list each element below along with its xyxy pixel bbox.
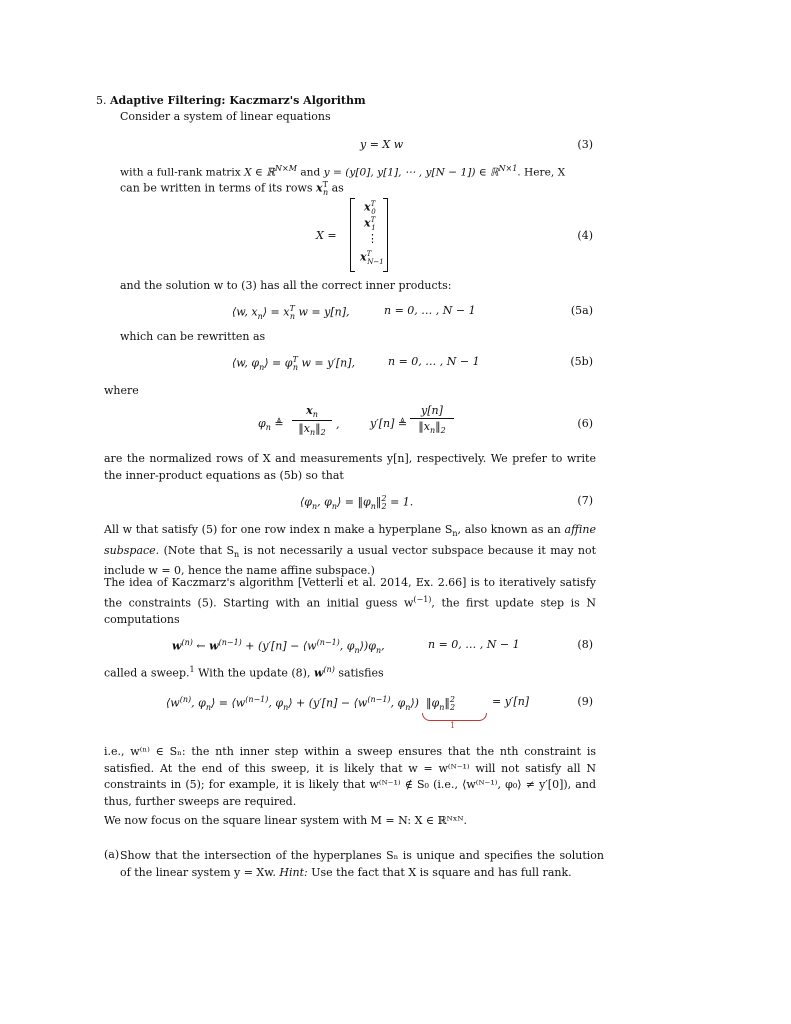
rewritten-text: which can be rewritten as: [120, 330, 266, 343]
equation-4-lhs: X =: [316, 229, 337, 242]
fullrank-line-2: can be written in terms of its rows $x^T_n$ as: [120, 180, 344, 197]
square-paragraph: We now focus on the square linear system with M = N: X ∈ ℝᴺˣᴺ.: [104, 814, 467, 827]
part-a-label: (a): [104, 848, 120, 861]
equation-8-range: n = 0, … , N − 1: [428, 638, 520, 651]
equation-5a-range: n = 0, … , N − 1: [384, 304, 476, 317]
underbrace-label: 1: [450, 721, 456, 730]
equation-4-number: (4): [577, 229, 593, 242]
sweep-text: called a sweep.$^1$ With the update (8), $w^{(n)}$ satisfies: [104, 665, 384, 680]
idea-paragraph: The idea of Kaczmarz's algorithm [Vetterli et al. 2014, Ex. 2.66] is to iteratively satisfy the constraints (5). Starting with an initial guess $w^{(-1)}$, the first update step is N computations: [104, 576, 596, 626]
matrix-x: [350, 198, 388, 270]
equation-5b-range: n = 0, … , N − 1: [388, 355, 480, 368]
text-span: as: [331, 181, 344, 195]
matrix-row-1: $x^T_1$: [364, 216, 376, 232]
equation-7-number: (7): [577, 494, 593, 507]
equation-9-number: (9): [577, 695, 593, 708]
equation-5a-number: (5a): [570, 304, 593, 317]
matrix-row-0: $x^T_0$: [364, 200, 376, 216]
math-span: x: [316, 181, 323, 195]
underbrace: [422, 713, 487, 721]
text-span: with a full-rank matrix: [120, 166, 241, 179]
equation-7: $⟨\varphi_n$, $\varphi_n⟩$ = $‖\varphi_n‖^2_2 = 1$.: [300, 494, 414, 511]
math-span: X ∈ ℝ: [244, 166, 276, 179]
equation-6-phi: $\varphi_n$ ≜: [258, 417, 284, 433]
equation-5b: ⟨w, $\varphi_n⟩ = \varphi^T_n$ w = y′[n],: [232, 355, 355, 372]
equation-9: $⟨w^{(n)}$, $\varphi_n⟩$ = $⟨w^{(n-1)}$, $\varphi_n⟩ + (y'[n]$ − $⟨w^{(n-1)}$, $\varphi_n⟩$): [166, 695, 419, 712]
problem-heading: [96, 94, 366, 107]
math-sup: N×1: [498, 164, 518, 173]
equation-6-y: y′[n] ≜: [370, 417, 408, 430]
hyperplane-paragraph: All w that satisfy (5) for one row index n make a hyperplane $S_n$, also known as an affine subspace. (Note that $S_n$ is not necessarily a usual vector subspace because it may not include w = 0, hence the name affine subspace.): [104, 523, 597, 578]
equation-5b-number: (5b): [570, 355, 593, 368]
intro-text: Consider a system of linear equations: [120, 110, 331, 123]
fullrank-line-1: [120, 164, 565, 179]
problem-title: Adaptive Filtering: Kaczmarz's Algorithm: [110, 94, 366, 107]
equation-3: y = X w: [360, 138, 404, 151]
equation-6-number: (6): [577, 417, 593, 430]
where-text: where: [104, 384, 139, 397]
matrix-row-last: $x^T_{N-1}$: [360, 250, 384, 266]
problem-number: 5.: [96, 94, 107, 107]
math-span: y = (y[0], y[1], ⋯ , y[N − 1]) ∈ ℝ: [323, 166, 499, 179]
fraction-y: $\frac{y[n]}{‖x_n‖_2}$: [410, 404, 454, 435]
equation-5a: ⟨w, $x_n⟩ = x^T_n$ w = y[n],: [232, 304, 350, 321]
equation-9-rhs: = y′[n]: [492, 695, 530, 708]
equation-8-number: (8): [577, 638, 593, 651]
solution-text: and the solution w to (3) has all the correct inner products:: [120, 279, 452, 292]
ie-paragraph: i.e., w⁽ⁿ⁾ ∈ Sₙ: the nth inner step within a sweep ensures that the nth constraint is satisfied. At the end of this sweep, it is likely that w = w⁽ᴺ⁻¹⁾ will not satisfy all N constraints in (5); for example, it is likely that w⁽ᴺ⁻¹⁾ ∉ S₀ (i.e., ⟨w⁽ᴺ⁻¹⁾, φ₀⟩ ≠ y′[0]), and thus, further sweeps are required.: [104, 745, 596, 808]
part-a-text: Show that the intersection of the hyperplanes Sₙ is unique and specifies the solution of the linear system y = Xw. Hint: Use the fact that X is square and has full rank.: [120, 849, 604, 879]
text-span: can be written in terms of its rows: [120, 181, 313, 195]
equation-9-norm: $‖\varphi_n‖^2_2$: [426, 695, 456, 712]
normalized-paragraph: are the normalized rows of X and measurements y[n], respectively. We prefer to write the inner-product equations as (5b) so that: [104, 452, 596, 482]
document-page: 5. Adaptive Filtering: Kaczmarz's Algorithm Consider a system of linear equations y = X w (3) with a full-rank matrix X ∈ ℝ$^{N\times M}$ and y = (y[0], y[1], ⋯ , y[N − 1]) ∈ ℝ$^{N\times 1}$. Here, X can be written in terms of its rows $x^T_n$ as X = $x^T_0$ $x^T_1$ ⋮ $x^T_{N-1}$ (4) and the solution w to (3) has all the correct inner products: ⟨w, $x_n⟩ = x^T_n$ w = y[n], n = 0, … , N − 1 (5a) which can be rewritten as ⟨w, $\varphi_n⟩ = \varphi^T_n$ w = y′[n], n = 0, … , N − 1 (5b) where $\varphi_n$ ≜ $\frac{x_n}{‖x_n‖_2}$ , y′[n] ≜ $\frac{y[n]}{‖x_n‖_2}$ (6) are the normalized rows of X and measurements y[n], respectively. We prefer to write the inner-product equations as (5b) so that $⟨\varphi_n$, $\varphi_n⟩$ = $‖\varphi_n‖^2_2 = 1$. (7) All w that satisfy (5) for one row index n make a hyperplane $S_n$, also known as an affine subspace. (Note that $S_n$ is not necessarily a usual vector subspace because it may not include w = 0, hence the name affine subspace.) The idea of Kaczmarz's algorithm [Vetterli et al. 2014, Ex. 2.66] is to iteratively satisfy the constraints (5). Starting with an initial guess $w^{(-1)}$, the first update step is N computations $w^{(n)}$ ← $w^{(n-1)} + (y'[n]$ − $⟨w^{(n-1)}$, $\varphi_n⟩)\varphi_n$, n = 0, … , N − 1 (8) called a sweep.$^1$ With the update (8), $w^{(n)}$ satisfies $⟨w^{(n)}$, $\varphi_n⟩$ = $⟨w^{(n-1)}$, $\varphi_n⟩ + (y'[n]$ − $⟨w^{(n-1)}$, $\varphi_n⟩$) $‖\varphi_n‖^2_2$ = y′[n] 1 (9) i.e., w⁽ⁿ⁾ ∈ Sₙ: the nth inner step within a sweep ensures that the nth constraint is satisfied. At the end of this sweep, it is likely that w = w⁽ᴺ⁻¹⁾ will not satisfy all N constraints in (5); for example, it is likely that w⁽ᴺ⁻¹⁾ ∉ S₀ (i.e., ⟨w⁽ᴺ⁻¹⁾, φ₀⟩ ≠ y′[0]), and thus, further sweeps are required. We now focus on the square linear system with M = N: X ∈ ℝᴺˣᴺ. (a) Show that the intersection of the hyperplanes Sₙ is unique and specifies the solution of the linear system y = Xw. Hint: Use the fact that X is square and has full rank.: [0, 0, 791, 1024]
matrix-row-dots: ⋮: [367, 232, 378, 245]
equation-3-number: (3): [577, 138, 593, 151]
equation-8: $w^{(n)}$ ← $w^{(n-1)} + (y'[n]$ − $⟨w^{(n-1)}$, $\varphi_n⟩)\varphi_n$,: [172, 638, 385, 655]
text-span: . Here, X: [517, 166, 566, 179]
math-sup: N×M: [275, 164, 297, 173]
fraction-phi: $\frac{x_n}{‖x_n‖_2}$: [292, 404, 332, 437]
text-span: and: [300, 166, 321, 179]
